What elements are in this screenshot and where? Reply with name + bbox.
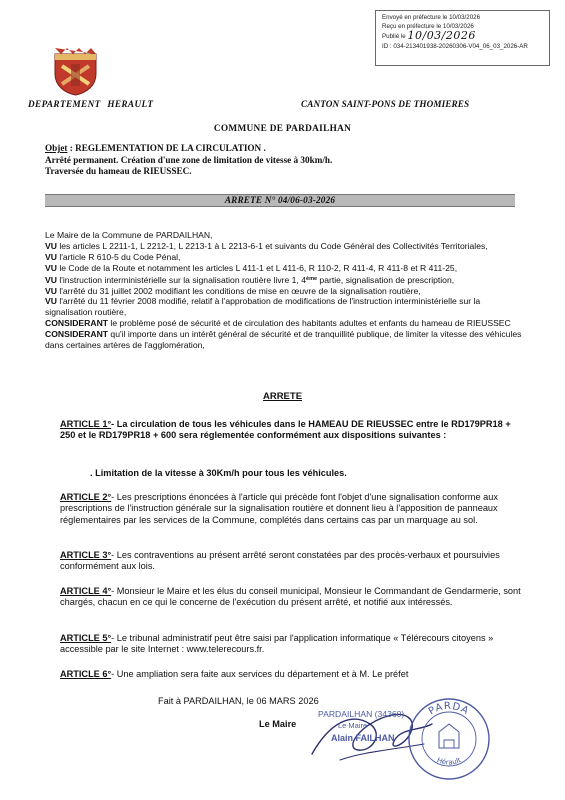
- svg-text:PARDA: [427, 701, 471, 718]
- act-id: ID : 034-213401938-20260306-V04_06_03_2026-AR: [382, 42, 528, 50]
- mayor-stamp-commune: PARDAILHAN (34360): [318, 709, 405, 719]
- article-4-heading: ARTICLE 4°: [60, 586, 112, 596]
- published-date: 10/03/2026: [407, 29, 476, 43]
- article-2: ARTICLE 2°- Les prescriptions énoncées à l'article qui précède font l'objet d'une signalisation conforme aux prescriptions de l'instruction générale sur la signalisation routière et donnent lieu à l'apposition de panneaux réglementaires par les services de la Commune, complétés dans certains cas par un marquage au sol.: [60, 492, 498, 525]
- article-5-heading: ARTICLE 5°: [60, 633, 112, 643]
- sent-date: Envoyé en préfecture le 10/03/2026: [382, 14, 481, 21]
- svg-text:Hérault: [436, 756, 463, 767]
- mayor-stamp: [318, 708, 404, 744]
- preamble-vu-1: VU les articles L 2211-1, L 2212-1, L 2213-1 à L 2213-6-1 et suivants du Code Général des Collectivités Territoriales,: [45, 240, 488, 251]
- received-date: Reçu en préfecture le 10/03/2026: [382, 23, 474, 31]
- article-3-heading: ARTICLE 3°: [60, 550, 112, 560]
- subject-line-3: Traversée du hameau de RIEUSSEC.: [45, 166, 192, 176]
- preamble-vu-4: VU l'instruction interministérielle sur la signalisation routière livre 1, 4ème partie, signalisation de prescription,: [45, 274, 455, 285]
- article-1: ARTICLE 1°- La circulation de tous les véhicules dans le HAMEAU DE RIEUSSEC entre le RD179PR18 + 250 et le RD179PR18 + 600 sera réglementée conformément aux dispositions suivantes :: [60, 419, 511, 441]
- preamble-vu-3: VU le Code de la Route et notamment les articles L 411-1 et L 411-6, R 110-2, R 411-4, R 411-8 et R 411-25,: [45, 262, 458, 273]
- subject-text: REGLEMENTATION DE LA CIRCULATION .: [75, 143, 266, 153]
- preamble-considerant-2: CONSIDERANT qu'il importe dans un intérêt général de sécurité et de tranquillité publique, de limiter la vitesse des véhicules dans certaines artères de l'agglomération,: [45, 329, 522, 351]
- subject-line: Objet : REGLEMENTATION DE LA CIRCULATION .: [45, 143, 266, 153]
- canton-heading: CANTON SAINT-PONS DE THOMIERES: [301, 99, 470, 109]
- speed-limit-line: . Limitation de la vitesse à 30Km/h pour tous les véhicules.: [90, 468, 347, 478]
- commune-heading: COMMUNE DE PARDAILHAN: [213, 124, 352, 134]
- published-line: [382, 31, 543, 41]
- preamble-considerant-1: CONSIDERANT le problème posé de sécurité et de circulation des habitants adultes et enfants du hameau de RIEUSSEC: [45, 318, 511, 329]
- preamble-vu-6: VU l'arrêté du 11 février 2008 modifié, relatif à l'approbation de modifications de l'instruction interministérielle sur la signalisation routière,: [45, 296, 481, 318]
- article-3: ARTICLE 3°- Les contraventions au présent arrêté seront constatées par des procès-verbaux et poursuivies conformément aux lois.: [60, 550, 500, 572]
- signature-place-date: Fait à PARDAILHAN, le 06 MARS 2026: [158, 696, 319, 706]
- article-6-heading: ARTICLE 6°: [60, 669, 112, 679]
- published-label: Publié le: [382, 33, 406, 41]
- article-6: ARTICLE 6°- Une ampliation sera faite aux services du département et à M. Le préfet: [60, 669, 409, 679]
- municipal-seal-icon: [406, 696, 492, 782]
- article-5: ARTICLE 5°- Le tribunal administratif peut être saisi par l'application informatique « Télérecours citoyens » accessible par le site Internet : www.telerecours.fr.: [60, 633, 494, 655]
- mayor-stamp-role: Le Maire: [338, 721, 368, 730]
- seal-top-text: PARDA: [426, 700, 472, 718]
- coat-of-arms-icon: [53, 48, 98, 96]
- preamble-intro: Le Maire de la Commune de PARDAILHAN,: [45, 230, 213, 240]
- subject-block: [45, 143, 515, 178]
- article-1-heading: ARTICLE 1°: [60, 419, 112, 429]
- mayor-title: Le Maire: [259, 719, 297, 729]
- preamble-vu-2: VU l'article R 610-5 du Code Pénal,: [45, 251, 181, 262]
- article-2-heading: ARTICLE 2°: [60, 492, 112, 502]
- mayor-stamp-name: Alain FAILHAN: [331, 733, 395, 743]
- preamble-vu-5: VU l'arrêté du 31 juillet 2002 modifiant les conditions de mise en œuvre de la signalisation routière,: [45, 285, 421, 296]
- subject-line-2: Arrêté permanent. Création d'une zone de limitation de vitesse à 30km/h.: [45, 154, 333, 165]
- decree-title: ARRETE: [262, 391, 303, 402]
- transmission-stamp: [375, 10, 550, 66]
- seal-bottom-text: Hérault: [435, 756, 463, 767]
- subject-label: Objet: [45, 143, 68, 153]
- preamble: [45, 230, 523, 351]
- decree-number-band: ARRETE N° 04/06-03-2026: [45, 194, 515, 207]
- article-4: ARTICLE 4°- Monsieur le Maire et les élus du conseil municipal, Monsieur le Commandant de Gendarmerie, sont chargés, chacun en ce qui le concerne de l'exécution du présent arrêté, et notifié aux intéressés.: [60, 586, 521, 608]
- department-heading: DEPARTEMENT HERAULT: [28, 99, 154, 109]
